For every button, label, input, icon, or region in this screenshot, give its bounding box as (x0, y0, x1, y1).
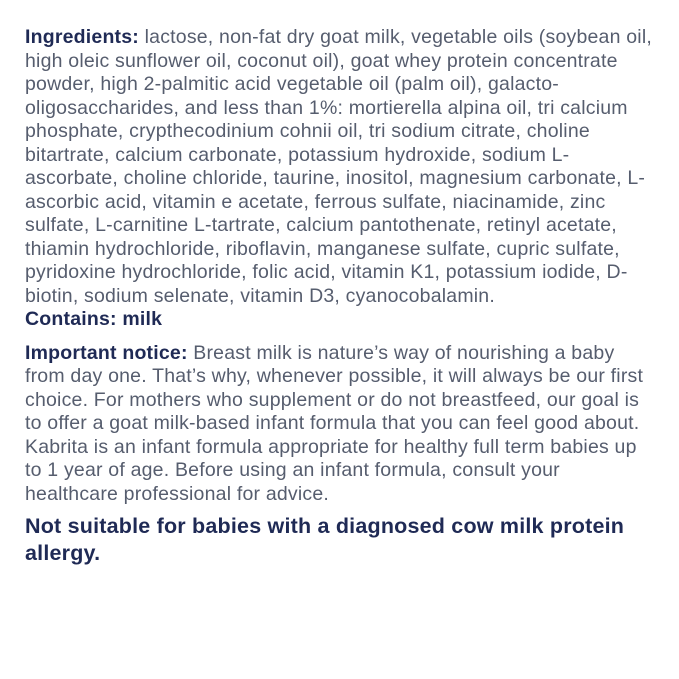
important-notice-heading: Important notice: (25, 341, 188, 364)
ingredients-text: lactose, non-fat dry goat milk, vegetable oils (soybean oil, high oleic sunflower oil, coconut oil), goat whey protein concentrate powder, high 2-palmitic acid vegetable oil (palm oil), galacto-oligosaccharides, and less than 1%: mortierella alpina oil, tri calcium phosphate, crypthecodinium cohnii oil, tri sodium citrate, choline bitartrate, calcium carbonate, potassium hydroxide, sodium L-ascorbate, choline chloride, taurine, inositol, magnesium carbonate, L-ascorbic acid, vitamin e acetate, ferrous sulfate, niacinamide, zinc sulfate, L-carnitine L-tartrate, calcium pantothenate, retinyl acetate, thiamin hydrochloride, riboflavin, manganese sulfate, cupric sulfate, pyridoxine hydrochloride, folic acid, vitamin K1, potassium iodide, D-biotin, sodium selenate, vitamin D3, cyanocobalamin. (25, 26, 652, 307)
important-notice-paragraph (25, 342, 657, 507)
allergy-warning-statement: Not suitable for babies with a diagnosed cow milk protein allergy. (25, 514, 625, 565)
important-notice-text: Breast milk is nature’s way of nourishing a baby from day one. That’s why, whenever possible, it will always be our first choice. For mothers who supplement or do not breastfeed, our goal is to offer a goat milk-based infant formula that you can feel good about. Kabrita is an infant formula appropriate for healthy full term babies up to 1 year of age. Before using an infant formula, consult your healthcare professional for advice. (25, 341, 644, 505)
ingredients-paragraph (25, 26, 657, 308)
ingredients-heading: Ingredients: (25, 26, 139, 48)
contains-statement: Contains: milk (25, 308, 163, 330)
